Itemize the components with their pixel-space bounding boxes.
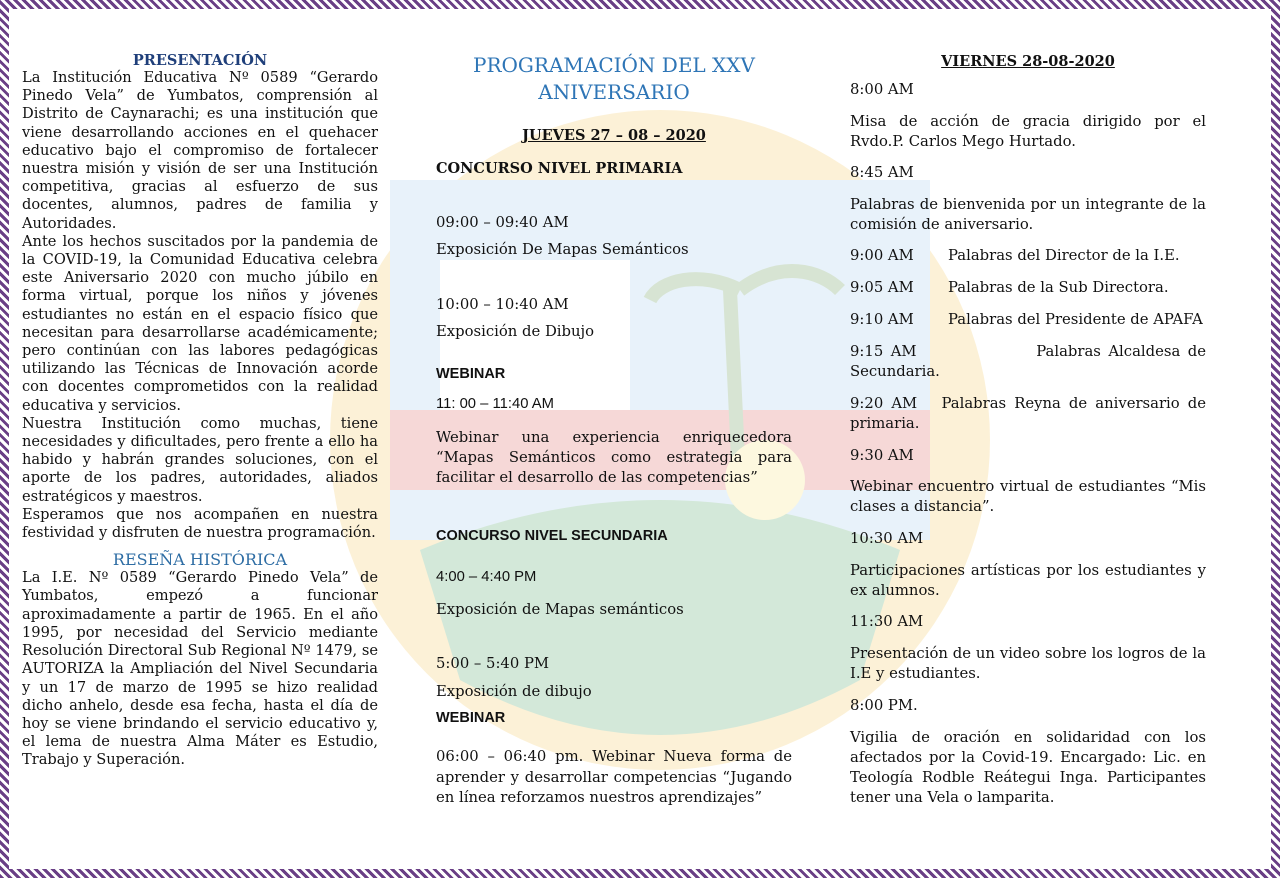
- presentacion-title: PRESENTACIÓN: [132, 52, 268, 69]
- schedule-row: 9:15 AM Palabras Alcaldesa de Secundaria.: [850, 343, 1211, 380]
- presentacion-paragraph: Esperamos que nos acompañen en nuestra festividad y disfruten de nuestra programación.: [22, 505, 378, 542]
- webinar-heading: WEBINAR: [436, 366, 506, 382]
- program-title: [436, 52, 792, 106]
- presentacion-paragraph: Ante los hechos suscitados por la pandemia de la COVID-19, la Comunidad Educativa celebra este Aniversario 2020 con mucho júbilo en forma virtual, porque los niños y jóvenes estudiantes no están en el espacio físico que necesitan para desarrollarse académicamente; pero continúan con las labores pedagógicas utilizando las Técnicas de Innovación acorde con docentes comprometidos con la realidad educativa y servicios.: [22, 232, 378, 414]
- event-description: Webinar encuentro virtual de estudiantes “Mis clases a distancia”.: [850, 478, 1206, 515]
- program-title-line: ANIVERSARIO: [538, 80, 690, 104]
- event-description: Palabras del Director de la I.E.: [948, 247, 1180, 264]
- event-time: 8:00 PM.: [850, 697, 918, 714]
- event-description: Exposición de dibujo: [436, 683, 592, 700]
- event-description: 06:00 – 06:40 pm. Webinar Nueva forma de aprender y desarrollar competencias “Jugando en línea reforzamos nuestros aprendizajes”: [436, 748, 792, 806]
- secundaria-heading: CONCURSO NIVEL SECUNDARIA: [436, 528, 668, 544]
- presentacion-paragraph: Nuestra Institución como muchas, tiene necesidades y dificultades, pero frente a ello ha habido y habrán grandes soluciones, con el aporte de los padres, autoridades, aliados estratégicos y maestros.: [22, 414, 378, 505]
- thursday-date: JUEVES 27 – 08 – 2020: [522, 127, 706, 144]
- presentacion-paragraph: La Institución Educativa Nº 0589 “Gerardo Pinedo Vela” de Yumbatos, comprensión al Distrito de Caynarachi; es una institución que viene desarrollando acciones en el quehacer educativo bajo el compromiso de fortalecer nuestra misión y visión de ser una Institución competitiva, gracias al esfuerzo de sus docentes, alumnos, padres de familia y Autoridades.: [22, 69, 378, 232]
- program-title-line: PROGRAMACIÓN DEL XXV: [473, 53, 755, 77]
- event-description: Vigilia de oración en solidaridad con los afectados por la Covid-19. Encargado: Lic. en Teología Rodble Reátegui Inga. Participantes tener una Vela o lamparita.: [850, 729, 1206, 806]
- event-time: 9:00 AM: [850, 247, 914, 264]
- resena-title: RESEÑA HISTÓRICA: [112, 550, 288, 570]
- event-description: Exposición de Dibujo: [436, 323, 595, 340]
- event-time: 4:00 – 4:40 PM: [436, 569, 537, 585]
- event-time: 5:00 – 5:40 PM: [436, 655, 550, 672]
- right-column: [850, 50, 1211, 830]
- event-time: 8:00 AM: [850, 81, 914, 98]
- event-time: 9:10 AM: [850, 311, 914, 328]
- event-description: Palabras de la Sub Directora.: [948, 279, 1169, 296]
- schedule-row: [850, 278, 1206, 298]
- event-time: 9:05 AM: [850, 279, 914, 296]
- event-description: Webinar una experiencia enriquecedora “Mapas Semánticos como estrategia para facilitar el desarrollo de las competencias”: [436, 429, 792, 486]
- event-description: Presentación de un video sobre los logros de la I.E y estudiantes.: [850, 645, 1206, 682]
- event-time: 11:30 AM: [850, 613, 924, 630]
- event-time: 8:45 AM: [850, 164, 914, 181]
- event-description: Exposición de Mapas semánticos: [436, 601, 684, 618]
- event-description: Participaciones artísticas por los estudiantes y ex alumnos.: [850, 562, 1206, 599]
- webinar-heading: WEBINAR: [436, 710, 506, 726]
- friday-date: VIERNES 28-08-2020: [941, 53, 1115, 70]
- event-description: Exposición De Mapas Semánticos: [436, 241, 689, 258]
- event-time: 11: 00 – 11:40 AM: [436, 396, 554, 412]
- primaria-heading: CONCURSO NIVEL PRIMARIA: [436, 160, 683, 177]
- event-time: 09:00 – 09:40 AM: [436, 214, 569, 231]
- left-column: [22, 50, 378, 770]
- event-time: 10:00 – 10:40 AM: [436, 296, 569, 313]
- event-time: 10:30 AM: [850, 530, 924, 547]
- event-description: Misa de acción de gracia dirigido por el Rvdo.P. Carlos Mego Hurtado.: [850, 113, 1206, 150]
- resena-paragraph: La I.E. Nº 0589 “Gerardo Pinedo Vela” de Yumbatos, empezó a funcionar aproximadamente a partir de 1965. En el año 1995, por necesidad del Servicio mediante Resolución Directoral Sub Regional Nº 1479, se AUTORIZA la Ampliación del Nivel Secundaria y un 17 de marzo de 1995 se hizo realidad dicho anhelo, desde esa fecha, hasta el día de hoy se viene brindando el servicio educativo y, el lema de nuestra Alma Máter es Estudio, Trabajo y Superación.: [22, 569, 378, 769]
- event-time: 9:30 AM: [850, 447, 914, 464]
- schedule-row: 9:20 AM Palabras Reyna de aniversario de primaria.: [850, 395, 1211, 432]
- schedule-row: [850, 310, 1206, 330]
- middle-column: [436, 50, 792, 830]
- event-description: Palabras del Presidente de APAFA: [948, 311, 1203, 328]
- schedule-row: [850, 246, 1206, 266]
- event-description: Palabras de bienvenida por un integrante de la comisión de aniversario.: [850, 196, 1206, 233]
